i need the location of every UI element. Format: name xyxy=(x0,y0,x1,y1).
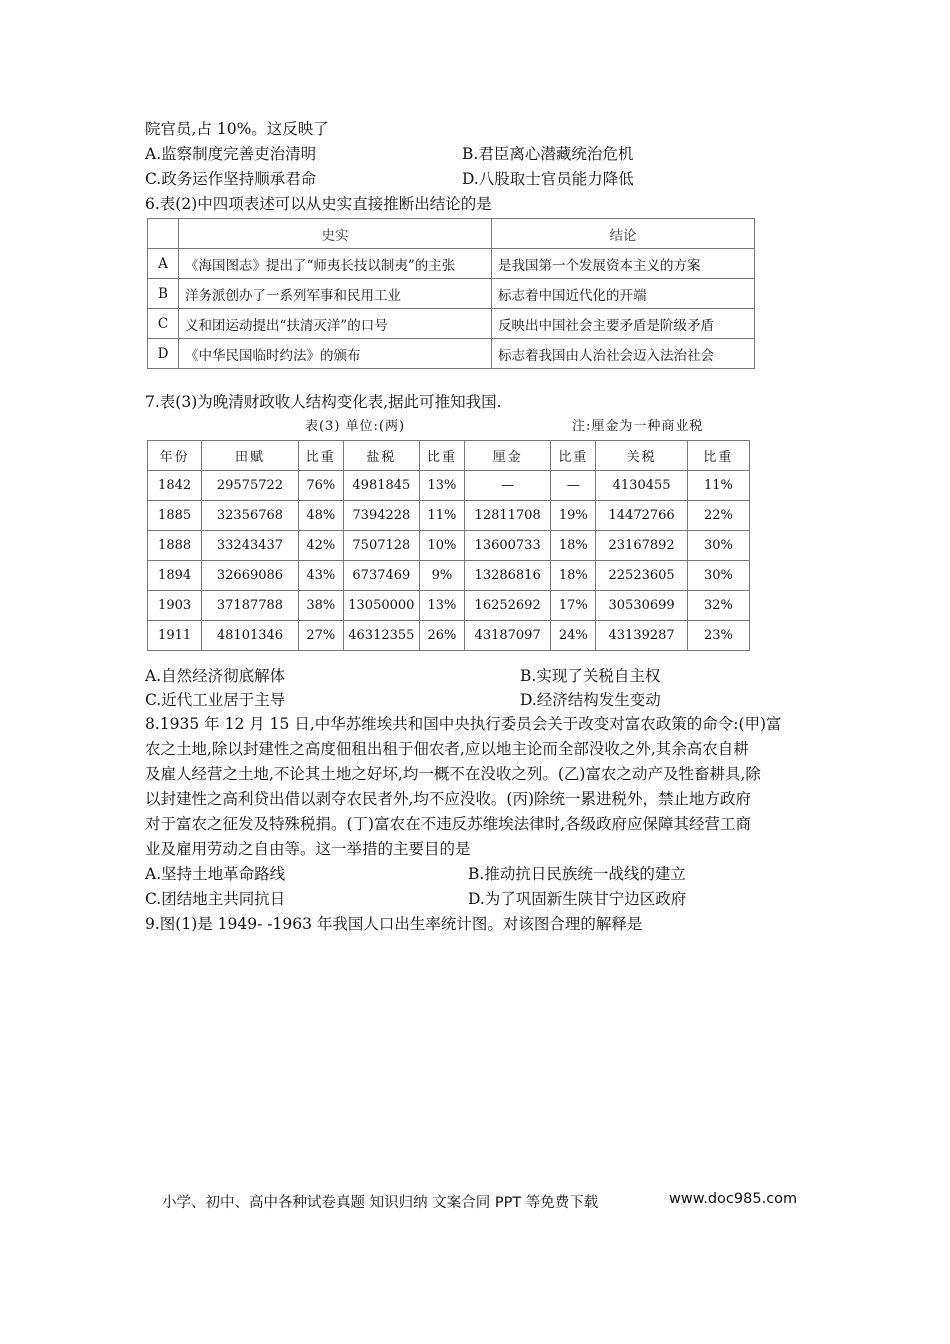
q7-cell: 18% xyxy=(551,531,596,561)
q7-cell: 1885 xyxy=(148,501,202,531)
q8-stem-line: 业及雇用劳动之自由等。这一举措的主要目的是 xyxy=(145,840,471,858)
q6-table xyxy=(147,218,755,369)
q7-cell: 13050000 xyxy=(343,591,419,621)
q7-cell: 46312355 xyxy=(343,621,419,651)
table-row xyxy=(148,279,755,309)
q7-cell: 43% xyxy=(298,561,343,591)
q7-header-cell: 盐税 xyxy=(343,441,419,471)
q7-cell: 24% xyxy=(551,621,596,651)
q7-cell: 23% xyxy=(687,621,749,651)
q5-option-a[interactable]: A.监察制度完善吏治清明 xyxy=(145,145,317,163)
q7-cell: 11% xyxy=(419,501,464,531)
q8-option-d[interactable]: D.为了巩固新生陕甘宁边区政府 xyxy=(468,890,687,908)
q7-cell: 30% xyxy=(687,531,749,561)
q6-row-fact: 《海国图志》提出了“师夷长技以制夷”的主张 xyxy=(179,249,492,279)
q7-header-cell: 比重 xyxy=(551,441,596,471)
q6-header-fact: 史实 xyxy=(179,219,492,249)
q7-cell: 48% xyxy=(298,501,343,531)
q7-cell: 13286816 xyxy=(464,561,550,591)
q7-option-b[interactable]: B.实现了关税自主权 xyxy=(520,667,661,685)
q8-option-b[interactable]: B.推动抗日民族统一战线的建立 xyxy=(468,865,686,883)
table-row xyxy=(148,621,750,651)
q7-cell: 10% xyxy=(419,531,464,561)
q7-cell: 76% xyxy=(298,471,343,501)
table-row xyxy=(148,471,750,501)
q6-row-conclusion: 是我国第一个发展资本主义的方案 xyxy=(492,249,755,279)
q7-header-cell: 田赋 xyxy=(202,441,299,471)
q7-cell: 13600733 xyxy=(464,531,550,561)
table-row xyxy=(148,561,750,591)
q7-cell: 4981845 xyxy=(343,471,419,501)
q8-stem-line: 8.1935 年 12 月 15 日,中华苏维埃共和国中央执行委员会关于改变对富农政策的命令:(甲)富 xyxy=(145,715,782,733)
q8-stem-line: 对于富农之征发及特殊税捐。(丁)富农在不违反苏维埃法律时,各级政府应保障其经营工商 xyxy=(145,815,752,833)
q7-cell: — xyxy=(551,471,596,501)
q7-cell: 22% xyxy=(687,501,749,531)
q7-cell: 37187788 xyxy=(202,591,299,621)
q7-cell: 1842 xyxy=(148,471,202,501)
q7-cell: 11% xyxy=(687,471,749,501)
q7-cell: 18% xyxy=(551,561,596,591)
q5-option-d[interactable]: D.八股取士官员能力降低 xyxy=(462,170,634,188)
table-row xyxy=(148,501,750,531)
q8-option-c[interactable]: C.团结地主共同抗日 xyxy=(145,890,286,908)
table-row xyxy=(148,531,750,561)
q8-stem-line: 以封建性之高利贷出借以剥夺农民者外,均不应没收。(丙)除统一累进税外，禁止地方政府 xyxy=(145,790,752,808)
q7-cell: 23167892 xyxy=(596,531,687,561)
q7-cell: 7507128 xyxy=(343,531,419,561)
q6-row-conclusion: 反映出中国社会主要矛盾是阶级矛盾 xyxy=(492,309,755,339)
q7-table-caption: 表(3) 单位:(两) xyxy=(305,419,406,434)
table-row xyxy=(148,249,755,279)
table-row xyxy=(148,591,750,621)
q7-cell: 1903 xyxy=(148,591,202,621)
q7-cell: 9% xyxy=(419,561,464,591)
q7-cell: 42% xyxy=(298,531,343,561)
q7-cell: 14472766 xyxy=(596,501,687,531)
q6-row-fact: 洋务派创办了一系列军事和民用工业 xyxy=(179,279,492,309)
q6-row-key: C xyxy=(148,309,179,339)
q6-row-key: D xyxy=(148,339,179,369)
q7-cell: 32356768 xyxy=(202,501,299,531)
q6-row-key: B xyxy=(148,279,179,309)
q8-stem-line: 农之土地,除以封建性之高度佃租出租于佃农者,应以地主论而全部没收之外,其余高农自耕 xyxy=(145,740,749,758)
q7-header-cell: 厘金 xyxy=(464,441,550,471)
q7-table xyxy=(147,440,750,651)
q7-cell: 27% xyxy=(298,621,343,651)
q7-cell: 12811708 xyxy=(464,501,550,531)
q7-cell: 43139287 xyxy=(596,621,687,651)
q7-header-cell: 比重 xyxy=(298,441,343,471)
q7-cell: 29575722 xyxy=(202,471,299,501)
q7-cell: 32% xyxy=(687,591,749,621)
q9-stem: 9.图(1)是 1949- -1963 年我国人口出生率统计图。对该图合理的解释是 xyxy=(145,915,643,933)
q6-row-fact: 义和团运动提出“扶清灭洋”的口号 xyxy=(179,309,492,339)
q7-cell: 13% xyxy=(419,471,464,501)
q6-row-fact: 《中华民国临时约法》的颁布 xyxy=(179,339,492,369)
q7-cell: 1894 xyxy=(148,561,202,591)
q7-cell: 16252692 xyxy=(464,591,550,621)
q5-option-b[interactable]: B.君臣离心潜藏统治危机 xyxy=(462,145,634,163)
q7-option-d[interactable]: D.经济结构发生变动 xyxy=(520,691,661,709)
q7-option-c[interactable]: C.近代工业居于主导 xyxy=(145,691,286,709)
q7-header-cell: 关税 xyxy=(596,441,687,471)
q6-row-conclusion: 标志着中国近代化的开端 xyxy=(492,279,755,309)
q7-cell: 26% xyxy=(419,621,464,651)
q7-cell: 19% xyxy=(551,501,596,531)
q7-cell: 7394228 xyxy=(343,501,419,531)
q7-table-note: 注:厘金为一种商业税 xyxy=(572,419,704,434)
footer-url-link[interactable]: www.doc985.com xyxy=(669,1191,798,1207)
page-footer xyxy=(162,1191,798,1212)
q7-header-cell: 年份 xyxy=(148,441,202,471)
q7-cell: 32669086 xyxy=(202,561,299,591)
q7-cell: 17% xyxy=(551,591,596,621)
q7-cell: 43187097 xyxy=(464,621,550,651)
q6-header-blank xyxy=(148,219,179,249)
q7-cell: 33243437 xyxy=(202,531,299,561)
q7-cell: 48101346 xyxy=(202,621,299,651)
q7-table-header xyxy=(148,441,750,471)
footer-text: 小学、初中、高中各种试卷真题 知识归纳 文案合同 PPT 等免费下载 xyxy=(162,1195,599,1211)
q7-cell: 13% xyxy=(419,591,464,621)
q7-option-a[interactable]: A.自然经济彻底解体 xyxy=(145,667,286,685)
q6-row-key: A xyxy=(148,249,179,279)
q5-option-c[interactable]: C.政务运作坚持顺承君命 xyxy=(145,170,317,188)
q7-cell: 4130455 xyxy=(596,471,687,501)
q7-cell: 1888 xyxy=(148,531,202,561)
q8-stem-line: 及雇人经营之土地,不论其土地之好坏,均一概不在没收之列。(乙)富农之动产及牲畜耕具,除 xyxy=(145,765,761,783)
q7-header-cell: 比重 xyxy=(419,441,464,471)
q7-cell: 30% xyxy=(687,561,749,591)
q6-header-conclusion: 结论 xyxy=(492,219,755,249)
q7-cell: 1911 xyxy=(148,621,202,651)
q8-option-a[interactable]: A.坚持土地革命路线 xyxy=(145,865,286,883)
table-row xyxy=(148,339,755,369)
q6-table-header xyxy=(148,219,755,249)
q7-cell: 30530699 xyxy=(596,591,687,621)
q7-cell: 38% xyxy=(298,591,343,621)
q7-cell: 6737469 xyxy=(343,561,419,591)
q7-header-cell: 比重 xyxy=(687,441,749,471)
q7-stem: 7.表(3)为晚清财政收人结构变化表,据此可推知我国. xyxy=(145,393,502,411)
table-row xyxy=(148,309,755,339)
q7-cell: 22523605 xyxy=(596,561,687,591)
q6-stem: 6.表(2)中四项表述可以从史实直接推断出结论的是 xyxy=(145,195,492,213)
q5-stem-tail: 院官员,占 10%。这反映了 xyxy=(145,120,329,138)
q6-row-conclusion: 标志着我国由人治社会迈入法治社会 xyxy=(492,339,755,369)
q7-cell: — xyxy=(464,471,550,501)
